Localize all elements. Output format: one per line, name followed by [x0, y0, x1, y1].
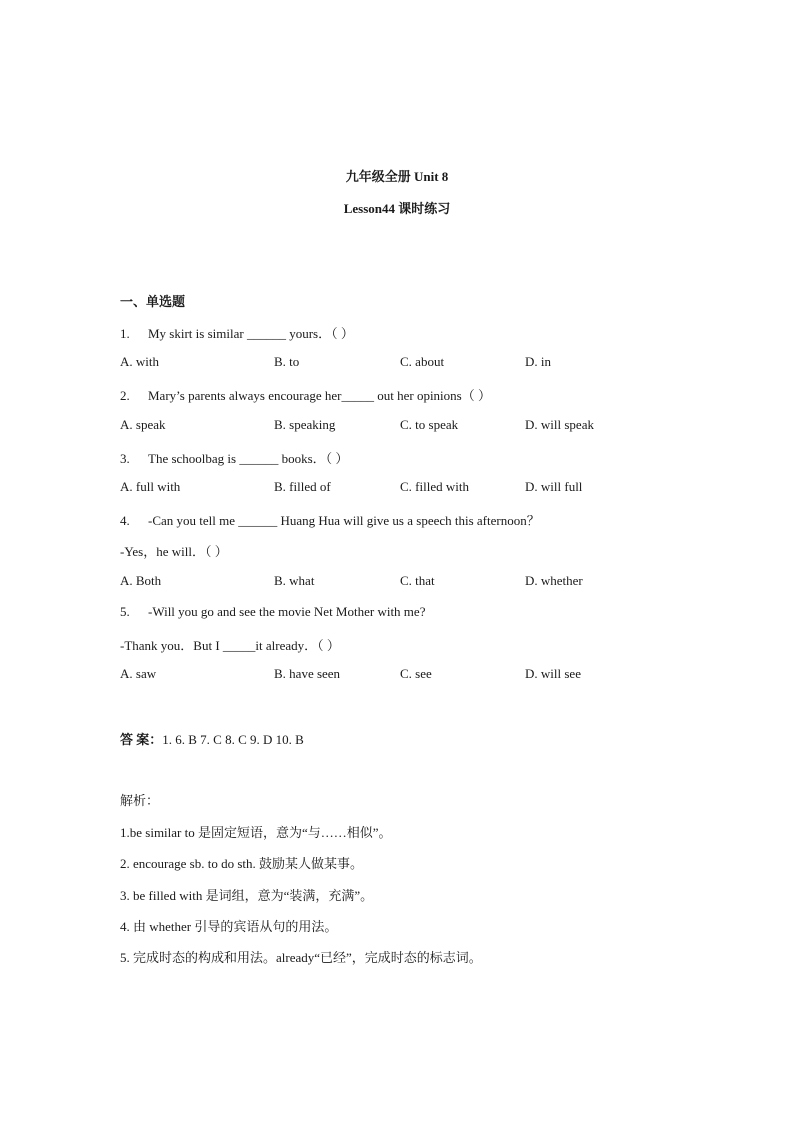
option-c: C. filled with — [400, 479, 469, 494]
question-number: 5. — [120, 604, 130, 619]
question-stem: The schoolbag is ______ books．（ ） — [148, 451, 349, 466]
option-a: A. speak — [120, 417, 166, 432]
page-title: 九年级全册 Unit 8 — [345, 169, 449, 184]
question-line2: -Thank you．But I _____it already．（ ） — [120, 638, 340, 653]
analysis-item-5: 5. 完成时态的构成和用法。already“已经”，完成时态的标志词。 — [120, 950, 482, 965]
option-d: D. will speak — [525, 417, 594, 432]
analysis-item-3: 3. be filled with 是词组，意为“装满，充满”。 — [120, 888, 374, 903]
analysis-item-1: 1.be similar to 是固定短语，意为“与……相似”。 — [120, 825, 392, 840]
answer-line — [120, 729, 304, 748]
option-c: C. see — [400, 666, 432, 681]
question-number: 1. — [120, 326, 130, 341]
question-number: 3. — [120, 451, 130, 466]
option-b: B. have seen — [274, 666, 341, 681]
option-d: D. will see — [525, 666, 581, 681]
option-d: D. whether — [525, 573, 583, 588]
answer-label: 答 案： — [120, 732, 163, 747]
question-stem: -Can you tell me ______ Huang Hua will give us a speech this afternoon？ — [148, 513, 540, 528]
option-a: A. Both — [120, 573, 162, 588]
option-b: B. filled of — [274, 479, 331, 494]
analysis-item-2: 2. encourage sb. to do sth. 鼓励某人做某事。 — [120, 856, 364, 871]
question-stem: My skirt is similar ______ yours．（ ） — [148, 326, 354, 341]
question-stem: -Will you go and see the movie Net Mother with me? — [148, 604, 426, 619]
question-line2: -Yes，he will．（ ） — [120, 544, 228, 559]
option-c: C. about — [400, 354, 445, 369]
answer-text: 1. 6. B 7. C 8. C 9. D 10. B — [162, 732, 304, 747]
option-b: B. speaking — [274, 417, 336, 432]
option-b: B. what — [274, 573, 315, 588]
analysis-label: 解析： — [120, 793, 160, 808]
option-a: A. with — [120, 354, 159, 369]
question-number: 4. — [120, 513, 130, 528]
option-c: C. that — [400, 573, 435, 588]
analysis-item-4: 4. 由 whether 引导的宾语从句的用法。 — [120, 919, 338, 934]
question-number: 2. — [120, 388, 130, 403]
question-stem: Mary’s parents always encourage her_____ out her opinions（ ） — [148, 388, 491, 403]
option-a: A. saw — [120, 666, 157, 681]
page-subtitle: Lesson44 课时练习 — [343, 201, 451, 216]
option-d: D. will full — [525, 479, 583, 494]
option-b: B. to — [274, 354, 300, 369]
option-d: D. in — [525, 354, 551, 369]
option-a: A. full with — [120, 479, 181, 494]
option-c: C. to speak — [400, 417, 459, 432]
section-heading: 一、单选题 — [120, 294, 186, 309]
